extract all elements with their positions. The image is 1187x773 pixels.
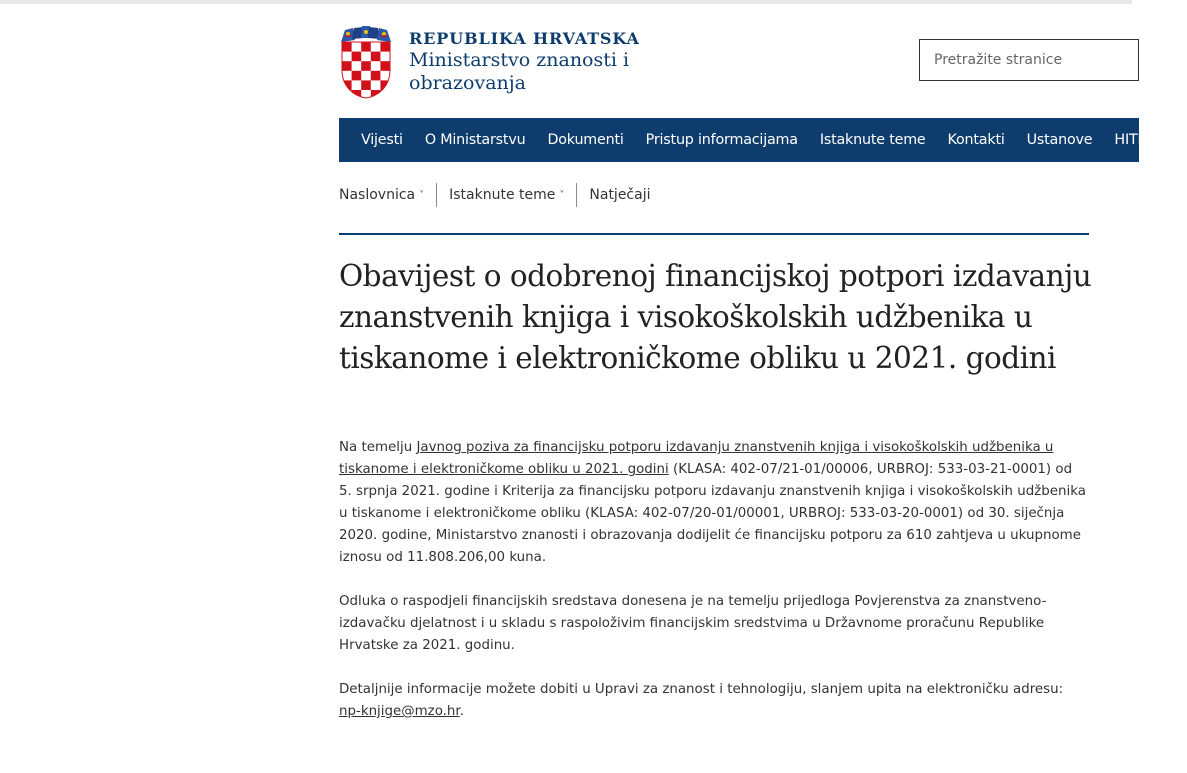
- public-call-link[interactable]: Javnog poziva za financijsku potporu izdavanju znanstvenih knjiga i visokoškolskih udžbenika u tiskanome i elektroničkome obliku u 2021. godini: [339, 440, 1054, 477]
- search-input[interactable]: [919, 39, 1139, 81]
- ministry-title: Ministarstvo znanosti i obrazovanja: [409, 49, 630, 94]
- breadcrumb-divider: [436, 183, 437, 207]
- nav-item-hitni[interactable]: HITNI BR: [1114, 132, 1176, 148]
- nav-item-vijesti[interactable]: Vijesti: [361, 132, 403, 148]
- nav-item-ustanove[interactable]: Ustanove: [1026, 132, 1093, 148]
- page-title: Obavijest o odobrenoj financijskoj potpori izdavanju znanstvenih knjiga i visokoškolskih udžbenika u tiskanome i elektroničkome obliku u 2021. godini: [339, 259, 1092, 375]
- nav-item-pristup-informacijama[interactable]: Pristup informacijama: [645, 132, 798, 148]
- breadcrumb-label: Naslovnica: [339, 187, 416, 203]
- chevron-down-icon: ˅: [419, 189, 425, 201]
- breadcrumb-label: Natječaji: [589, 187, 651, 203]
- nav-item-kontakti[interactable]: Kontakti: [947, 132, 1005, 148]
- croatian-coat-of-arms-icon: [339, 26, 393, 98]
- breadcrumb-natjecaji[interactable]: [589, 187, 650, 203]
- republic-title: REPUBLIKA HRVATSKA: [409, 29, 640, 48]
- breadcrumb-naslovnica[interactable]: [339, 187, 424, 203]
- breadcrumb-istaknute-teme[interactable]: [449, 187, 564, 203]
- breadcrumb-label: Istaknute teme: [449, 187, 556, 203]
- ministry-logo-link[interactable]: [339, 26, 669, 100]
- paragraph-text: Detaljnije informacije možete dobiti u Upravi za znanost i tehnologiju, slanjem upita na elektroničku adresu:: [339, 682, 1064, 697]
- nav-item-istaknute-teme[interactable]: Istaknute teme: [819, 132, 926, 148]
- title-divider: [339, 233, 1089, 235]
- paragraph-3: [339, 679, 1089, 723]
- main-navigation: [339, 118, 1176, 162]
- chevron-down-icon: ˅: [559, 189, 565, 201]
- paragraph-text: Na temelju: [339, 440, 417, 455]
- paragraph-text: .: [459, 704, 464, 719]
- nav-item-o-ministarstvu[interactable]: O Ministarstvu: [424, 132, 526, 148]
- paragraph-text: (KLASA: 402-07/21-01/00006, URBROJ: 533-03-21-0001) od 5. srpnja 2021. godine i Kriterija za financijsku potporu izdavanju znanstvenih knjiga i visokoškolskih udžbenika u tiskanome i elektroničkome obliku (KLASA: 402-07/20-01/00001, URBROJ: 533-03-20-0001) od 30. siječnja 2020. godine, Ministarstvo znanosti i obrazovanja dodijelit će financijsku potporu za 610 zahtjeva u ukupnome iznosu od 11.808.206,00 kuna.: [339, 462, 1086, 565]
- top-border: [0, 0, 1132, 4]
- breadcrumb-divider: [576, 183, 577, 207]
- nav-item-dokumenti[interactable]: Dokumenti: [547, 132, 624, 148]
- article-body: [339, 437, 1089, 745]
- email-link[interactable]: np-knjige@mzo.hr: [339, 704, 460, 719]
- paragraph-1: [339, 437, 1089, 569]
- breadcrumb: [339, 183, 651, 207]
- paragraph-2: Odluka o raspodjeli financijskih sredstava donesena je na temelju prijedloga Povjerenstva za znanstveno-izdavačku djelatnost i u skladu s raspoloživim financijskim sredstvima u Državnome proračunu Republike Hrvatske za 2021. godinu.: [339, 594, 1047, 653]
